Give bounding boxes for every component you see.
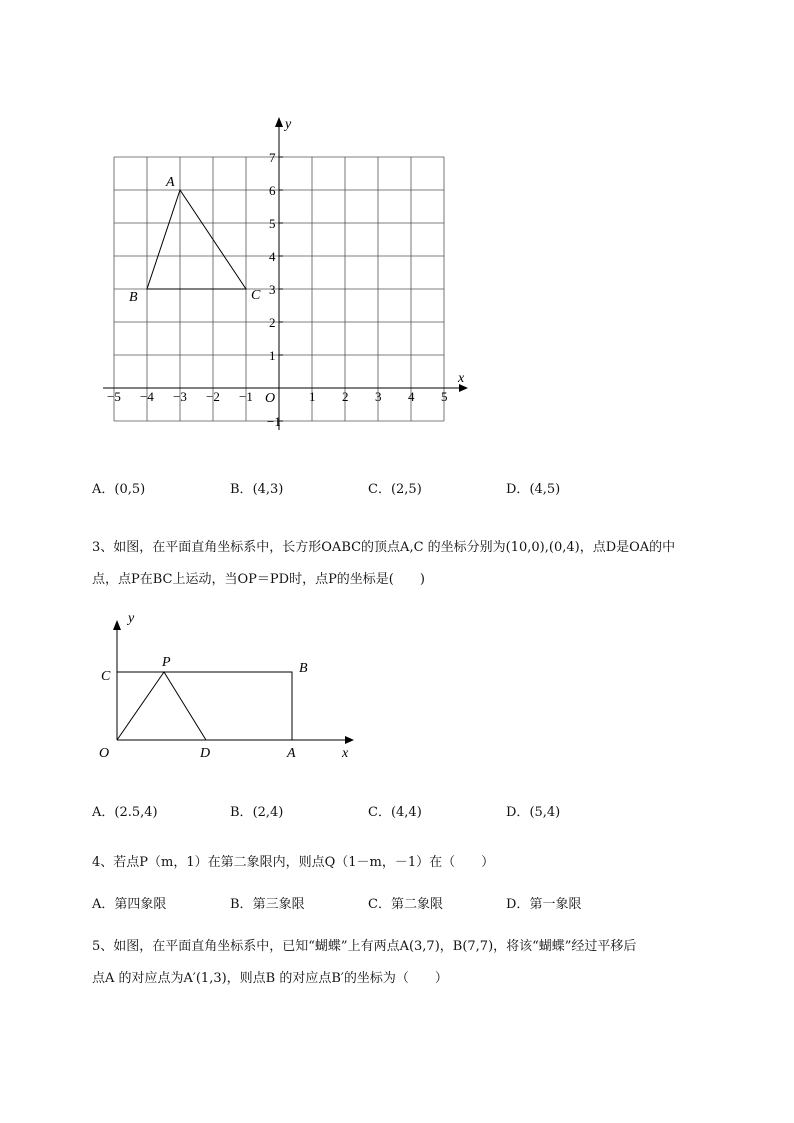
- point-label-o: O: [99, 746, 110, 761]
- q4-option-b[interactable]: [230, 893, 305, 912]
- point-label-d: D: [200, 746, 211, 761]
- figure-1-coordinate-grid: [95, 110, 480, 430]
- x-tick-label: 3: [375, 389, 382, 404]
- y-tick-label: 2: [269, 315, 276, 330]
- q3-text-line-2: 点，点P在BC上运动，当OP＝PD时，点P的坐标是( ): [92, 572, 425, 587]
- point-label-b: B: [299, 661, 308, 676]
- y-tick-label: 4: [269, 249, 276, 264]
- triangle-abc: [147, 190, 246, 289]
- option-value: (0,5): [114, 482, 146, 497]
- y-axis-label: y: [285, 117, 292, 132]
- option-letter: D．: [506, 482, 530, 497]
- option-value: (5,4): [529, 805, 561, 820]
- q3-option-d[interactable]: [506, 801, 560, 820]
- q4-option-d[interactable]: [506, 893, 581, 912]
- y-axis-label: y: [128, 611, 135, 626]
- q4-text-line-1: 4、若点P（m，1）在第二象限内，则点Q（1－m，－1）在（ ）: [92, 855, 495, 870]
- y-tick-label: 1: [269, 348, 276, 363]
- y-axis-arrow: [113, 620, 121, 630]
- x-tick-label: −2: [206, 389, 220, 404]
- q4-option-a[interactable]: [92, 893, 166, 912]
- figure-2-rectangle-oabc: [95, 605, 360, 765]
- x-axis-label: x: [458, 371, 465, 386]
- q4-option-c[interactable]: [368, 893, 443, 912]
- option-letter: D．: [506, 805, 530, 820]
- x-tick-label: 1: [309, 389, 316, 404]
- rectangle-cb-ba: [117, 672, 292, 740]
- x-tick-label: −3: [173, 389, 187, 404]
- x-tick-label: −5: [107, 389, 121, 404]
- origin-label: O: [265, 391, 276, 406]
- y-tick-label: 7: [269, 150, 276, 165]
- option-letter: C．: [368, 805, 391, 820]
- q3-text-line-1: 3、如图，在平面直角坐标系中，长方形OABC的顶点A,C 的坐标分别为(10,0),(0,4)，点D是OA的中: [92, 540, 676, 555]
- q3-option-c[interactable]: [368, 801, 422, 820]
- q2-option-a[interactable]: [92, 478, 145, 497]
- x-tick-label: 2: [342, 389, 349, 404]
- x-tick-label: 5: [441, 389, 448, 404]
- vertex-label-a: A: [166, 175, 175, 190]
- option-letter: C．: [368, 482, 391, 497]
- x-axis-label: x: [342, 746, 349, 761]
- x-tick-label: −4: [140, 389, 154, 404]
- y-tick-label: 6: [269, 183, 276, 198]
- option-value: (4,3): [252, 482, 284, 497]
- q5-text-line-2: 点A 的对应点为A′(1,3)，则点B 的对应点B′的坐标为（ ）: [92, 971, 448, 986]
- option-value: 第三象限: [252, 897, 305, 912]
- option-value: (2,4): [252, 805, 284, 820]
- y-tick-label: 3: [269, 282, 276, 297]
- y-tick-label: −1: [267, 414, 281, 429]
- option-letter: A．: [92, 805, 115, 820]
- q2-option-d[interactable]: [506, 478, 560, 497]
- y-tick-label: 5: [269, 216, 276, 231]
- point-label-p: P: [162, 655, 171, 670]
- x-tick-label: 4: [408, 389, 415, 404]
- q5-text-line-1: 5、如图，在平面直角坐标系中，已知“蝴蝶”上有两点A(3,7)，B(7,7)，将该“蝴蝶”经过平移后: [92, 939, 637, 954]
- y-axis-arrow: [275, 117, 283, 127]
- option-letter: D．: [506, 897, 530, 912]
- q2-option-c[interactable]: [368, 478, 422, 497]
- option-value: 第一象限: [529, 897, 582, 912]
- option-value: (2,5): [390, 482, 422, 497]
- triangle-opd: [117, 672, 206, 740]
- option-value: (2.5,4): [114, 805, 158, 820]
- point-label-a: A: [287, 746, 296, 761]
- vertex-label-b: B: [129, 290, 138, 305]
- option-letter: B．: [230, 897, 253, 912]
- option-value: 第四象限: [114, 897, 167, 912]
- x-axis-arrow: [345, 736, 354, 744]
- vertex-label-c: C: [251, 288, 261, 303]
- option-value: 第二象限: [390, 897, 443, 912]
- option-letter: A．: [92, 482, 115, 497]
- x-tick-label: −1: [239, 389, 253, 404]
- q3-option-a[interactable]: [92, 801, 158, 820]
- option-letter: B．: [230, 805, 253, 820]
- option-value: (4,4): [390, 805, 422, 820]
- option-letter: B．: [230, 482, 253, 497]
- option-letter: C．: [368, 897, 391, 912]
- option-letter: A．: [92, 897, 115, 912]
- q2-option-b[interactable]: [230, 478, 283, 497]
- point-label-c: C: [101, 669, 111, 684]
- q3-option-b[interactable]: [230, 801, 283, 820]
- option-value: (4,5): [529, 482, 561, 497]
